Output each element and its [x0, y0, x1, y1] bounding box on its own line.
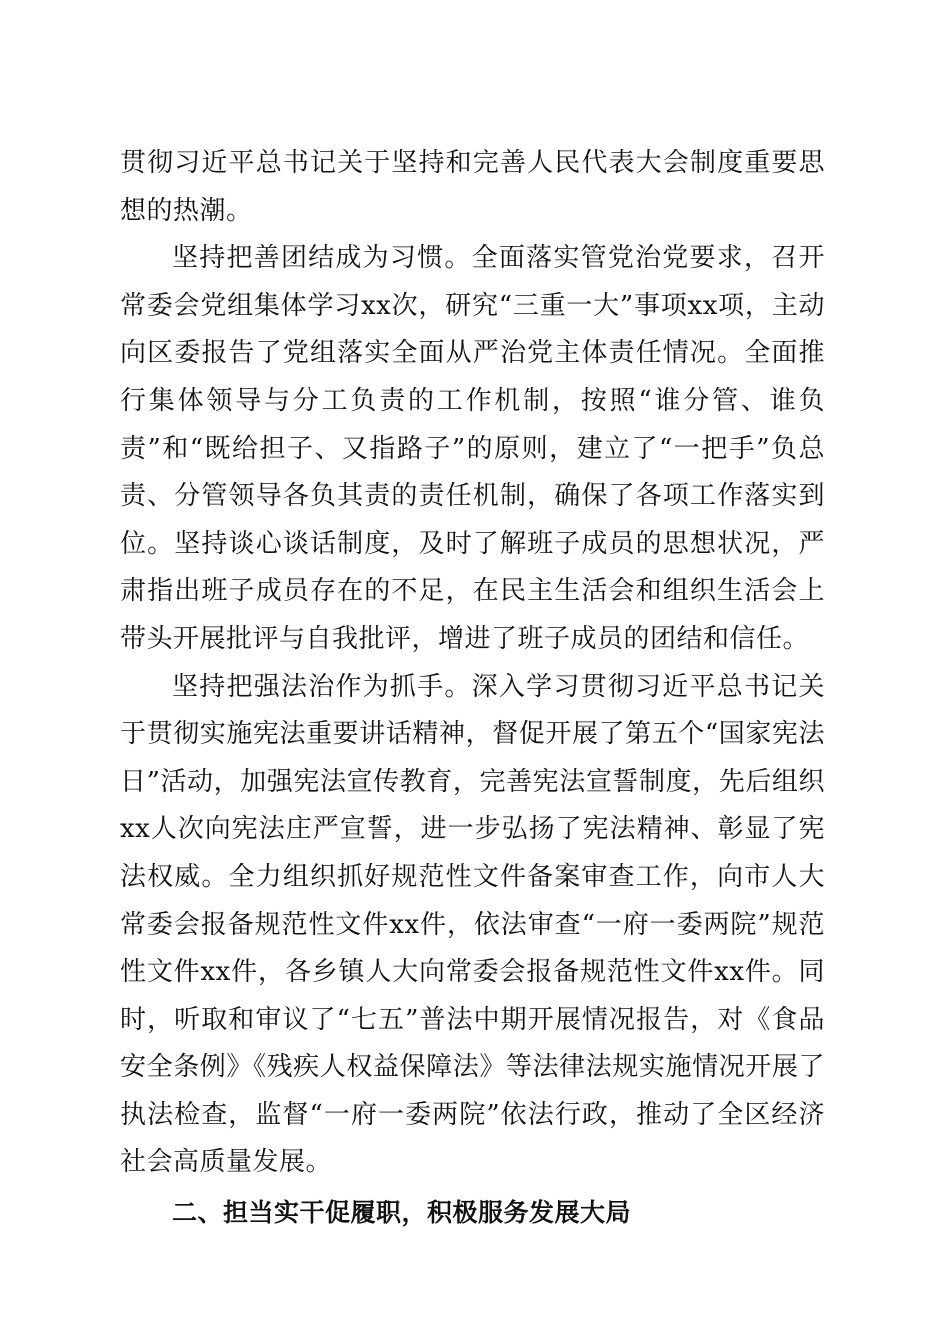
section-heading: 二、担当实干促履职，积极服务发展大局 [172, 1198, 632, 1228]
paragraph-continuation: 贯彻习近平总书记关于坚持和完善人民代表大会制度重要思想的热潮。 [120, 148, 825, 226]
paragraph-rule-of-law: 坚持把强法治作为抓手。深入学习贯彻习近平总书记关于贯彻实施宪法重要讲话精神，督促开展了第五个“国家宪法日”活动，加强宪法宣传教育，完善宪法宣誓制度，先后组织xx人次向宪法庄严宣誓，进一步弘扬了宪法精神、彰显了宪法权威。全力组织抓好规范性文件备案审查工作，向市人大常委会报备规范性文件xx件，依法审查“一府一委两院”规范性文件xx件，各乡镇人大向常委会报备规范性文件xx件。同时，听取和审议了“七五”普法中期开展情况报告，对《食品安全条例》《残疾人权益保障法》等法律法规实施情况开展了执法检查，监督“一府一委两院”依法行政，推动了全区经济社会高质量发展。 [120, 671, 825, 1178]
document-body [120, 140, 825, 1237]
paragraph-unity: 坚持把善团结成为习惯。全面落实管党治党要求，召开常委会党组集体学习xx次，研究“三重一大”事项xx项，主动向区委报告了党组落实全面从严治党主体责任情况。全面推行集体领导与分工负责的工作机制，按照“谁分管、谁负责”和“既给担子、又指路子”的原则，建立了“一把手”负总责、分管领导各负其责的责任机制，确保了各项工作落实到位。坚持谈心谈话制度，及时了解班子成员的思想状况，严肃指出班子成员存在的不足，在民主生活会和组织生活会上带头开展批评与自我批评，增进了班子成员的团结和信任。 [120, 243, 825, 654]
